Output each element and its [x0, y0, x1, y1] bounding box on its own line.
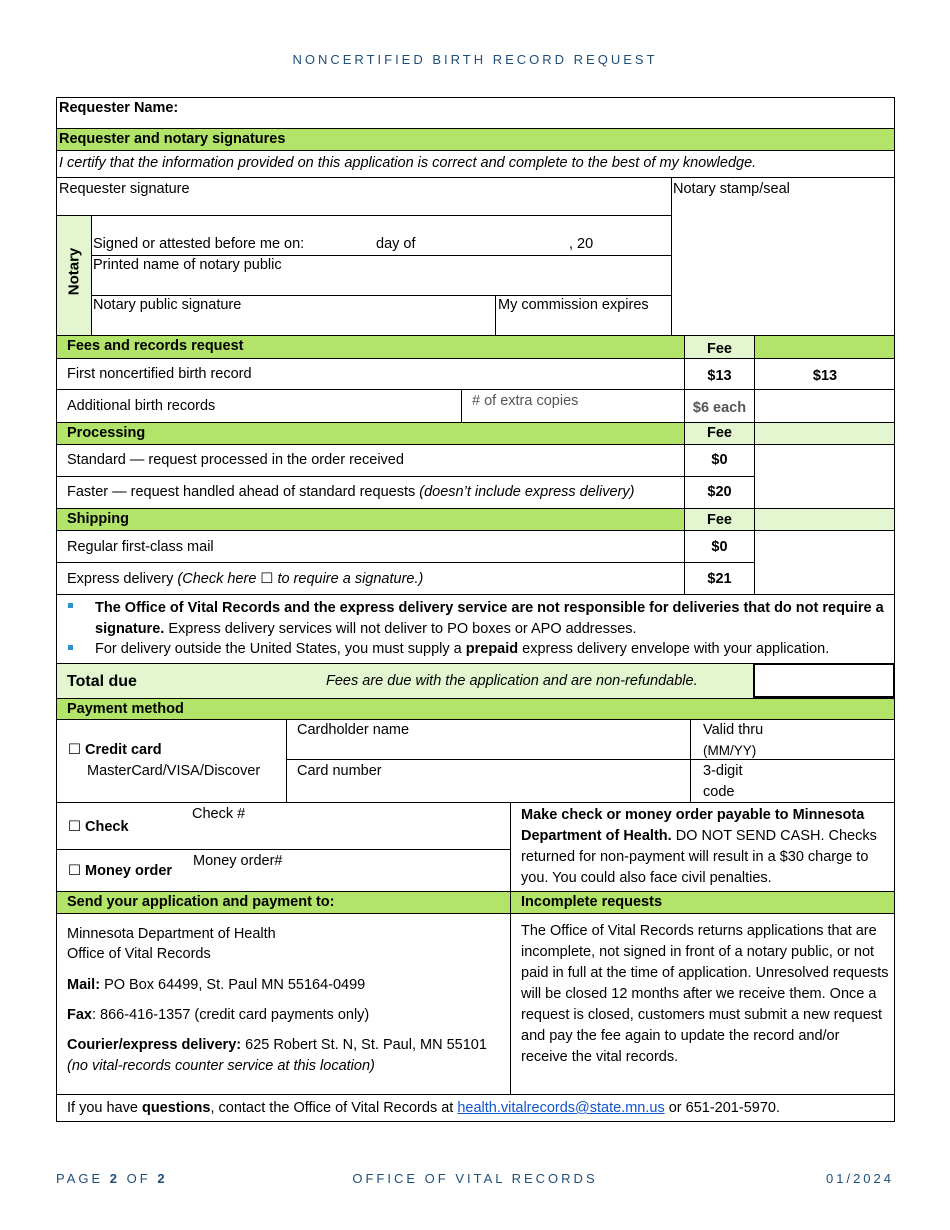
- footer-date: 01/2024: [826, 1171, 894, 1186]
- express-delivery-fee: $21: [707, 571, 732, 587]
- additional-total-field[interactable]: [755, 390, 894, 421]
- first-record-total: $13: [812, 368, 838, 384]
- page-number: PAGE 2 OF 2: [56, 1171, 168, 1186]
- checkbox-icon[interactable]: ☐: [68, 863, 81, 879]
- total-due-field[interactable]: [753, 663, 895, 698]
- processing-section-header: [57, 423, 684, 444]
- standard-processing-label: Standard — request processed in the order received: [67, 452, 404, 468]
- faster-processing-label: Faster — request handled ahead of standard requests (doesn’t include express delivery): [67, 484, 635, 500]
- shipping-fee-header: Fee: [707, 512, 732, 528]
- standard-processing-fee: $0: [711, 452, 728, 468]
- incomplete-requests-text: The Office of Vital Records returns applications that are incomplete, not signed in front of a notary public, or not paid in full at the time of application. Unresolved requests will be closed 12 months after we receive them. Once a request is closed, customers must submit a new request and pay the fee again to update the record and/or receive the vital records.: [521, 923, 889, 1065]
- cvv-label-line2: code: [703, 784, 735, 800]
- additional-record-fee: $6 each: [692, 400, 747, 416]
- valid-thru-format: (MM/YY): [703, 743, 757, 758]
- notary-stamp-area[interactable]: [672, 200, 894, 334]
- cvv-label-line1: 3-digit: [703, 763, 743, 779]
- requester-name-label: Requester Name:: [59, 100, 179, 116]
- signatures-section-title: Requester and notary signatures: [59, 131, 286, 147]
- payable-instructions: Make check or money order payable to Minnesota Department of Health. DO NOT SEND CASH. Checks returned for non-payment will result in a $30 charge to you. You could also face civil penalties.: [521, 807, 877, 886]
- first-record-fee: $13: [707, 368, 732, 384]
- bullet-icon: [68, 645, 73, 650]
- first-record-label: First noncertified birth record: [67, 366, 252, 382]
- money-order-option[interactable]: ☐ Money order: [68, 863, 173, 879]
- check-number-label: Check #: [192, 806, 246, 822]
- org-line1: Minnesota Department of Health: [67, 926, 276, 942]
- incomplete-section-title: Incomplete requests: [521, 894, 663, 910]
- express-delivery-label[interactable]: Express delivery (Check here ☐ to require a signature.): [67, 571, 424, 587]
- card-number-label: Card number: [297, 763, 382, 779]
- processing-section-title: Processing: [67, 425, 146, 441]
- questions-contact: If you have questions, contact the Office of Vital Records at health.vitalrecords@state.mn.us or 651-201-5970.: [67, 1100, 780, 1116]
- courier-note: (no vital-records counter service at this location): [67, 1058, 375, 1074]
- mail-address: Mail: PO Box 64499, St. Paul MN 55164-0499: [67, 977, 366, 993]
- check-option[interactable]: ☐ Check: [68, 819, 129, 835]
- printed-name-field[interactable]: [92, 256, 670, 294]
- processing-fee-header: Fee: [707, 425, 732, 441]
- shipping-total-field[interactable]: [755, 531, 894, 593]
- credit-card-option[interactable]: ☐ Credit card: [68, 742, 162, 758]
- extra-copies-field[interactable]: [462, 390, 683, 421]
- extra-copies-label: # of extra copies: [472, 393, 579, 409]
- regular-mail-fee: $0: [711, 539, 728, 555]
- footer-office: OFFICE OF VITAL RECORDS: [352, 1171, 598, 1186]
- regular-mail-label: Regular first-class mail: [67, 539, 214, 555]
- processing-total-field[interactable]: [755, 445, 894, 508]
- fees-section-title: Fees and records request: [67, 338, 244, 354]
- notary-stamp-label: Notary stamp/seal: [673, 181, 790, 197]
- requester-signature-field[interactable]: [57, 178, 670, 215]
- org-line2: Office of Vital Records: [67, 946, 211, 962]
- payment-section-title: Payment method: [67, 701, 184, 717]
- shipping-section-header: [57, 509, 684, 530]
- checkbox-icon[interactable]: ☐: [68, 819, 81, 835]
- money-order-number-label: Money order#: [193, 853, 283, 869]
- commission-expires-label: My commission expires: [498, 297, 649, 313]
- notary-signature-label: Notary public signature: [93, 297, 242, 313]
- faster-processing-fee: $20: [707, 484, 732, 500]
- page-title: NONCERTIFIED BIRTH RECORD REQUEST: [292, 52, 658, 67]
- fees-fee-header: Fee: [707, 341, 732, 357]
- bullet-icon: [68, 603, 73, 608]
- courier-address: Courier/express delivery: 625 Robert St. N, St. Paul, MN 55101: [67, 1037, 487, 1053]
- additional-records-label: Additional birth records: [67, 398, 216, 414]
- requester-name-field[interactable]: [190, 99, 890, 127]
- card-types-label: MasterCard/VISA/Discover: [87, 763, 261, 779]
- email-link[interactable]: health.vitalrecords@state.mn.us: [457, 1100, 665, 1116]
- note-international-delivery: For delivery outside the United States, you must supply a prepaid express delivery envelope with your application.: [95, 641, 830, 657]
- certify-statement: I certify that the information provided on this application is correct and complete to the best of my knowledge.: [59, 155, 757, 171]
- total-due-label: Total due: [67, 673, 137, 690]
- valid-thru-label: Valid thru: [703, 722, 764, 738]
- year-prefix: , 20: [569, 236, 594, 252]
- notary-side-label: Notary: [65, 247, 83, 296]
- printed-name-label: Printed name of notary public: [93, 257, 282, 273]
- send-section-title: Send your application and payment to:: [67, 894, 335, 910]
- day-of-label: day of: [376, 236, 416, 252]
- cardholder-name-label: Cardholder name: [297, 722, 410, 738]
- checkbox-icon[interactable]: ☐: [68, 742, 81, 758]
- fax-number: Fax: 866-416-1357 (credit card payments only): [67, 1007, 370, 1023]
- note-express-liability: The Office of Vital Records and the express delivery service are not responsible for deliveries that do not require a signature. Express delivery services will not deliver to PO boxes or APO addresses.: [95, 600, 884, 637]
- attested-label: Signed or attested before me on:: [93, 236, 305, 252]
- shipping-section-title: Shipping: [67, 511, 130, 527]
- requester-signature-label: Requester signature: [59, 181, 190, 197]
- total-due-note: Fees are due with the application and are non-refundable.: [326, 673, 698, 689]
